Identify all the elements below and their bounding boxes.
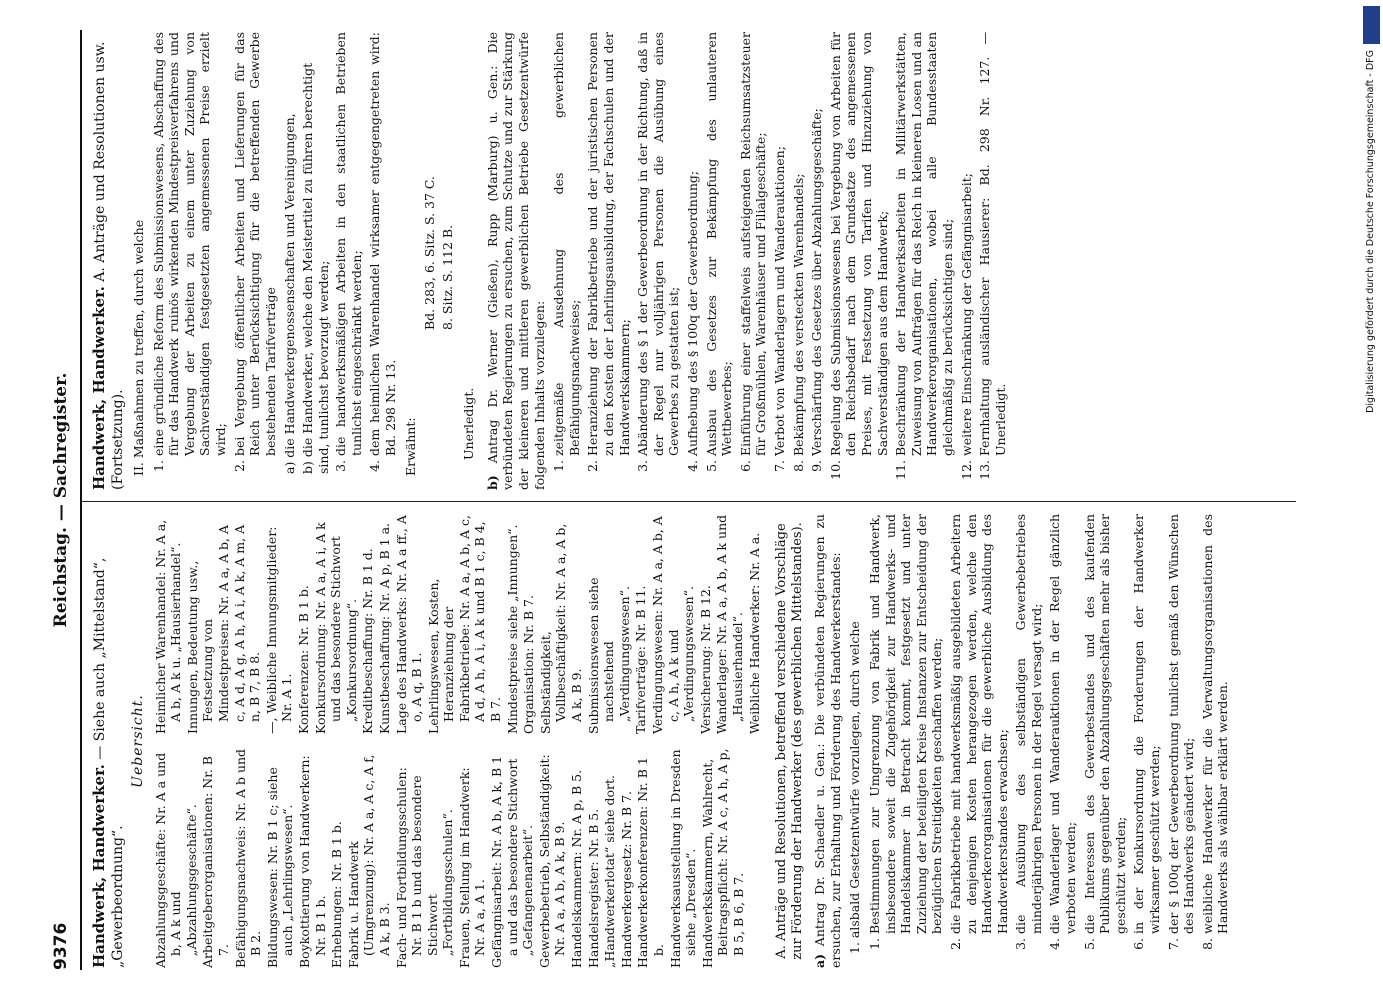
index-entry: Abzahlungsgeschäfte: Nr. A a und b, A k und „Abzahlungsgeschäfte“. [152, 752, 199, 968]
citation-2: 8. Sitz. S. 112 B. [439, 224, 455, 330]
index-entry: Lage des Handwerks: Nr. A a ff., A o, A q, B 1. [393, 515, 425, 734]
antrag-a-label: a) [812, 953, 828, 968]
section-a-title: A. Anträge und Resolutionen, betreffend verschiedene Vorschläge zur Förderung der Handwerker (des gewerblichen Mittelstandes). [774, 522, 806, 960]
antrag-b-item: 6. Einführung einer staffelweis aufsteigenden Reichsumsatzsteuer für Großmühlen, Warenhäuser und Filialgeschäfte; [738, 32, 769, 456]
antrag-b-item: 3. Abänderung des § 1 der Gewerbeordnung in der Richtung, daß in der Regel nur volljährigen Personen die Ausübung eines Gewerbes zu gestatten ist; [635, 32, 682, 456]
antrag-a-item: 3. die Ausübung des selbständigen Gewerbebetriebes minderjährigen Personen in der Regel versagt wird; [1013, 514, 1044, 934]
dfg-logo [1363, 6, 1380, 44]
index-entry: Heimlicher Warenhandel: Nr. A a, A b, A k u. „Hausierhandel“. [152, 519, 184, 734]
index-entry: Fabrik u. Handwerk (Umgrenzung): Nr. A a, A c, A f, A k, B 3. [345, 754, 392, 968]
citation-1: Bd. 283, 6. Sitz. S. 37 C. [422, 176, 438, 330]
antrag-b-item: 7. Verbot von Wanderlagern und Wanderauktionen; [772, 32, 788, 456]
index-entry: Arbeitgeberorganisationen: Nr. B 7. [200, 756, 231, 968]
status-unerledigt: Unerledigt. [461, 387, 477, 460]
index-entry: Fach- und Fortbildungsschulen: Nr. B 1 b und das besondere Stichwort „Fortbildungsschulen“. [393, 767, 456, 968]
column-divider [82, 501, 1296, 502]
index-entry: Boykottierung von Handwerkern: Nr. B 1 b. [296, 755, 328, 968]
index-entry: Versicherung: Nr. B 12. [697, 585, 713, 734]
erwahnt-label: Erwähnt: [402, 417, 418, 476]
index-entry: Frauen, Stellung im Handwerk: Nr. A a, A 1. [456, 767, 488, 968]
left-heading [90, 514, 127, 968]
index-entry: Verdingungswesen: Nr. A a, A b, A c, A h, A k und „Verdingungswesen“. [650, 516, 697, 734]
antrag-b-item: 13. Fernhaltung ausländischer Hausierer: Bd. 298 Nr. 127. — Unerledigt. [977, 32, 1008, 456]
antrag-a-sub1: 1. alsbald Gesetzentwürfe vorzulegen, durch welche [847, 621, 863, 954]
index-entry: Handwerkskammern, Wahlrecht, Beitragspflicht: Nr. A c, A h, A p, B 5, B 6, B 7. [699, 748, 746, 968]
index-entry: Gewerbebetrieb, Selbständigkeit: Nr. A a, A b, A k, B 9. [536, 754, 568, 968]
index-entry: Weibliche Handwerker: Nr. A a. [746, 532, 762, 734]
antrag-a-item: 7. der § 100q der Gewerbeordnung tunlichst gemäß den Wünschen des Handwerks geändert wird; [1166, 514, 1197, 934]
index-entry: Gefängnisarbeit: Nr. A b, A k, B 1 a und das besondere Stichwort „Gefangenenarbeit“. [489, 755, 536, 968]
antrag-b-item: 4. Aufhebung des § 100q der Gewerbeordnung; [685, 32, 701, 456]
part2-item: 1. eine gründliche Reform des Submissionswesens, Abschaffung des für das Handwerk ruinös wirkenden Mindestpreisverfahrens und Vergebung der Arbeiten zu einem unter Zuziehung von Sachverständigen festgesetzten angemessenen Preise erzielt wird; [151, 32, 229, 456]
subject-index-list [153, 514, 763, 968]
antrag-b-item-list [551, 32, 1008, 490]
right-heading-rest: A. Anträge und Resolutionen usw. (Fortsetzung). [92, 41, 126, 490]
right-heading [90, 32, 127, 490]
antrag-a-item-list [867, 514, 1231, 968]
antrag-a-text: Antrag Dr. Schaedler u. Gen.: Die verbündeten Regierungen zu ersuchen, zur Erhaltung und Förderung des Handwerkerstandes: [812, 514, 843, 968]
overview-title: Uebersicht. [130, 694, 146, 788]
antrag-a-item: 8. weibliche Handwerker für die Verwaltungsorganisationen des Handwerks als wählbar erklärt werden. [1200, 514, 1231, 934]
antrag-b-item: 5. Ausbau des Gesetzes zur Bekämpfung des unlauteren Wettbewerbes; [704, 32, 735, 456]
antrag-b-item: 2. Heranziehung der Fabrikbetriebe und der juristischen Personen zu den Kosten der Lehrlingsausbildung, der Fachschulen und der Handwerkskammern; [585, 32, 632, 456]
index-entry: Innungen, Bedeutung usw., Festsetzung von Mindestpreisen: Nr. A a, A b, A c, A d, A g, A h, A i, A k, A m, A n, B 7, B 8. [184, 524, 263, 734]
rotated-document-page [46, 20, 1336, 980]
index-entry: Kreditbeschaffung: Nr. B 1 d. [360, 548, 376, 734]
index-entry: Befähigungsnachweis: Nr. A b und B 2. [232, 748, 264, 968]
antrag-b-item: 12. weitere Einschränkung der Gefängnisarbeit; [959, 32, 975, 456]
index-entry: Handwerksausstellung in Dresden siehe „Dresden“. [667, 749, 699, 968]
index-entry: Handelskammern: Nr. A p, B 5. [569, 769, 585, 968]
antrag-a-item: 4. die Wanderlager und Wanderauktionen in der Regel gänzlich verboten werden; [1047, 514, 1078, 934]
antrag-a [812, 514, 843, 968]
part2-intro: II. Maßnahmen zu treffen, durch welche [131, 219, 146, 476]
index-entry: Lehrlingswesen, Kosten, Heranziehung der Fabrikbetriebe: Nr. A a, A b, A c, A d, A h, A i, A k und B 1 c, B 4, B 7. [425, 514, 504, 734]
part2-subitem-list [282, 32, 331, 490]
antrag-b-item: 11. Beschränkung der Handwerksarbeiten in Militärwerkstätten, Zuweisung von Aufträgen für das Reich in kleineren Losen und an Handwerkerorganisationen, wobei alle Bundesstaaten gleichmäßig zu berücksichtigen sind; [893, 32, 955, 456]
antrag-a-item: 5. die Interessen des Gewerbestandes und des kaufenden Publikums gegenüber den Abzahlungsgeschäften mehr als bisher geschützt werden; [1082, 514, 1129, 934]
dfg-margin-note [1361, 0, 1383, 1000]
index-entry: Konferenzen: Nr. B 1 b. [295, 585, 311, 734]
antrag-b-item: 10. Regelung des Submissionswesens bei Vergebung von Arbeiten für den Reichsbedarf nach dem Grundsatze des angemessenen Preises, mit Festsetzung von Tarifen und Hinzuziehung von Sachverständigen aus dem Handwerk; [828, 32, 890, 456]
antrag-b-label: b) [484, 475, 500, 490]
part2-subitem: b) die Handwerker, welche den Meistertitel zu führen berechtigt sind, tunlichst bevorzugt werden; [299, 62, 331, 474]
part2-item: 2. bei Vergebung öffentlicher Arbeiten und Lieferungen für das Reich unter Berücksichtigung für die betreffenden Gewerbe bestehenden Tarifverträge [232, 32, 279, 456]
antrag-b [485, 32, 547, 490]
part2-item: 4. dem heimlichen Warenhandel wirksamer entgegengetreten wird: Bd. 298 Nr. 13. [367, 32, 398, 456]
page-number: 9376 [51, 922, 71, 970]
index-entry: Erhebungen: Nr. B 1 b. [329, 821, 345, 968]
index-entry: Wanderlager: Nr. A a, A b, A k und „Hausierhandel“. [714, 514, 745, 734]
index-entry: Mindestpreise siehe „Innungen“. [504, 524, 520, 734]
index-entry: Handelsregister: Nr. B 5. [585, 808, 601, 968]
index-entry: Organisation: Nr. B 7. [521, 595, 537, 734]
header-rule [80, 30, 82, 970]
dfg-funding-text: Digitalisierung gefördert durch die Deutsche Forschungsgemeinschaft - DFG [1365, 50, 1376, 413]
right-column [90, 32, 1306, 490]
page-header [51, 30, 77, 970]
right-heading-keyword: Handwerk, Handwerker. [90, 286, 108, 490]
index-entry: —, Weibliche Innungsmitglieder: Nr. A 1. [263, 526, 295, 734]
left-heading-rest: — Siehe auch „Mittelstand“, „Gewerbeordnung“. [92, 557, 126, 968]
index-entry: „Handwerkerlotat“ siehe dort. [602, 774, 618, 968]
antrag-b-item: 9. Verschärfung des Gesetzes über Abzahlungsgeschäfte; [809, 32, 825, 456]
index-entry: Submissionswesen siehe nachstehend „Verdingungswesen“. [585, 577, 632, 734]
antrag-a-item: 6. in der Konkursordnung die Forderungen der Handwerker wirksamer geschützt werden; [1131, 514, 1162, 934]
antrag-a-item: 1. Bestimmungen zur Umgrenzung von Fabrik und Handwerk, insbesondere soweit die Zugehörigkeit zur Handwerks- und Handelskammer in Betracht kommt, festgesetzt und unter Zuziehung der beteiligten Kreise Instanzen zur Entscheidung der bezüglichen Streitigkeiten geschaffen werden; [867, 514, 945, 934]
part2-item-list [151, 32, 279, 490]
left-column [90, 514, 1306, 968]
index-entry: Kunstbeschaffung: Nr. A p, B 1 a. [376, 522, 392, 734]
index-entry: Handwerkergesetz: Nr. B 7. [618, 790, 634, 968]
antrag-b-text: Antrag Dr. Werner (Gießen), Rupp (Marburg) u. Gen.: Die verbündeten Regierungen zu ersuchen, zum Schutze und zur Stärkung der kleineren und mittleren gewerblichen Betriebe Gesetzentwürfe folgenden Inhalts vorzulegen: [484, 32, 547, 490]
left-heading-keyword: Handwerk, Handwerker. [90, 764, 108, 968]
index-entry: Bildungswesen: Nr. B 1 c; siehe auch „Lehrlingswesen“. [264, 767, 296, 968]
part2-subitem: a) die Handwerkergenossenschaften und Vereinigungen, [282, 113, 298, 474]
index-entry: Handwerkerkonferenzen: Nr. B 1 b. [635, 757, 666, 968]
index-entry: Tarifverträge: Nr. B 11. [633, 585, 649, 734]
antrag-b-item: 8. Bekämpfung des versteckten Warenhandels; [791, 32, 807, 456]
part2-item-list-continued [333, 32, 398, 490]
index-entry: Selbständigkeit, Vollbeschäftigkeit: Nr. A a, A b, A k, B 9. [537, 523, 585, 734]
antrag-b-item: 1. zeitgemäße Ausdehnung des gewerblichen Befähigungsnachweises; [551, 32, 582, 456]
index-entry: Konkursordnung: Nr. A a, A i, A k und das besondere Stichwort „Konkursordnung“. [312, 522, 359, 734]
running-title: Reichstag. — Sachregister. [51, 372, 71, 628]
part2-item: 3. die handwerksmäßigen Arbeiten in den staatlichen Betrieben tunlichst eingeschränkt werden; [333, 32, 364, 456]
antrag-a-item: 2. die Fabrikbetriebe mit handwerksmäßig ausgebildeten Arbeitern zu denjenigen Kosten herangezogen werden, welche den Handwerkerorganisationen für die gewerbliche Ausbildung des Handwerkerstandes erwachsen; [948, 514, 1010, 934]
